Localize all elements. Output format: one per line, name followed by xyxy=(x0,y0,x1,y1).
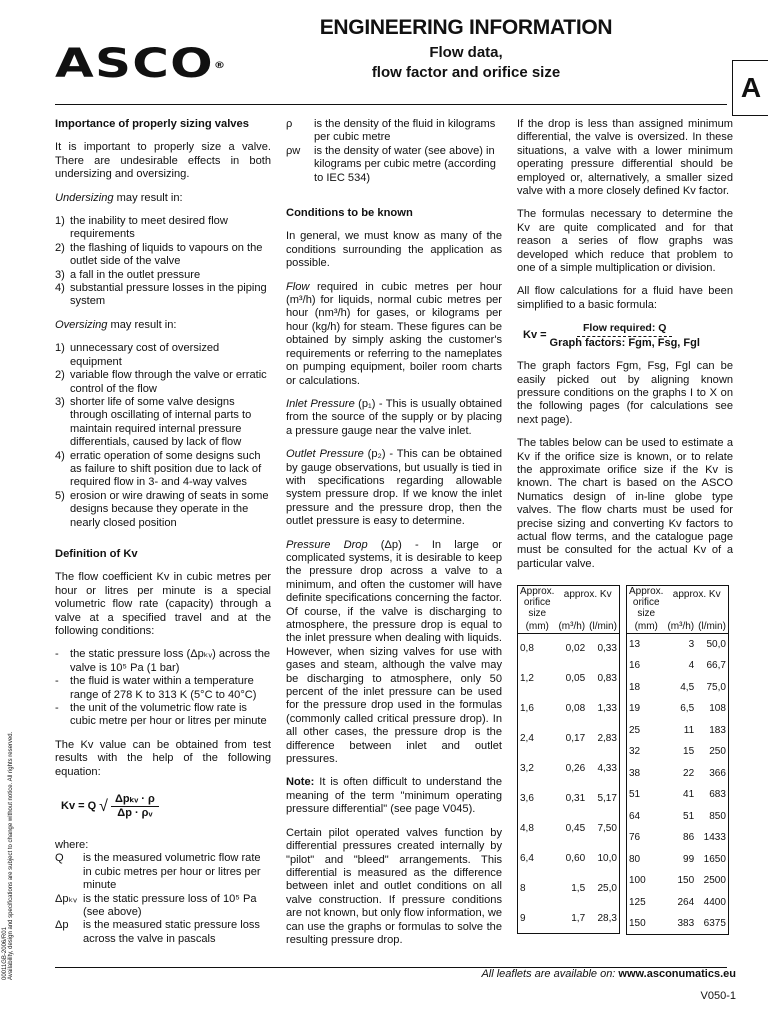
table-row xyxy=(518,754,620,784)
table-cell: 3 xyxy=(688,639,695,650)
table-cell: 0,17 xyxy=(565,733,586,744)
table-cell: 18 xyxy=(629,681,641,693)
table-cell: 1650 xyxy=(703,853,726,865)
table-row xyxy=(518,844,620,874)
table-cell: 0,60 xyxy=(565,853,586,864)
table-cell: 264 xyxy=(677,896,695,908)
equation-intro: The Kv value can be obtained from test results with the help of the following equation: xyxy=(55,738,271,778)
table-cell: 22 xyxy=(683,767,695,779)
kv-paragraph: The flow coefficient Kv in cubic metres per hour or litres per minute is a special volumetric flow rate (capacity) through a valve at a specified travel and at the following conditions: xyxy=(55,571,271,637)
undersizing-list xyxy=(55,215,271,309)
table-cell: 100 xyxy=(629,875,646,887)
orifice-table-left xyxy=(517,585,620,934)
outlet-paragraph: Outlet Pressure (p₂) - This can be obtained by gauge observations, but usually is tied in with specifications regarding allowable system pressure drop. If we know the inlet pressure and the pressure drop, then the outlet pressure is easy to determine. xyxy=(286,448,502,528)
table-cell: 11 xyxy=(683,724,695,736)
table-cell: 0,26 xyxy=(565,763,586,774)
inlet-paragraph: Inlet Pressure (p₁) - This is usually obtained from the source of the supply or by placing a pressure gauge near the valve inlet. xyxy=(286,397,502,437)
table-cell: 76 xyxy=(629,832,641,844)
table-cell: 4,5 xyxy=(680,681,695,693)
table-cell: 1,5 xyxy=(571,883,586,894)
list-item: - the static pressure loss (Δpₖᵥ) across the valve is 10⁵ Pa (1 bar) xyxy=(55,648,271,674)
table-cell: 38 xyxy=(629,767,641,779)
list-item: 2) the flashing of liquids to vapours on the outlet side of the valve xyxy=(55,241,263,268)
column-2 xyxy=(286,118,502,957)
table-row xyxy=(627,698,729,720)
table-row xyxy=(627,913,729,935)
table-cell: 32 xyxy=(629,746,641,758)
table-cell: 25 xyxy=(629,724,641,736)
table-cell: 19 xyxy=(629,703,641,715)
oversizing-list xyxy=(55,342,271,530)
table-cell: 0,8 xyxy=(520,643,534,655)
heading-sizing: Importance of properly sizing valves xyxy=(55,118,249,130)
table-cell: 125 xyxy=(629,896,646,908)
section-tab: A xyxy=(732,60,768,116)
table-row xyxy=(627,870,729,892)
heading-conditions: Conditions to be known xyxy=(286,207,413,220)
table-cell: 366 xyxy=(709,767,726,779)
table-row xyxy=(627,806,729,828)
undersizing-label: Undersizing may result in: xyxy=(55,191,183,204)
table-cell: 0,31 xyxy=(565,793,586,804)
definition-q: Q is the measured volumetric flow rate in cubic metres per hour or litres per minute xyxy=(55,852,261,892)
table-cell: 8 xyxy=(520,883,526,894)
list-item: 3) shorter life of some valve designs through oscillating of internal parts to maintain required internal pressure differentials, caused by lack of flow xyxy=(55,395,252,449)
table-cell: 41 xyxy=(683,789,695,801)
table-cell: 4,8 xyxy=(520,823,534,834)
table-row xyxy=(627,655,729,677)
table-cell: 0,08 xyxy=(565,703,586,714)
table-cell: 0,33 xyxy=(597,643,617,655)
page-subtitle-2: flow factor and orifice size xyxy=(371,64,561,81)
list-item: 1) unnecessary cost of oversized equipment xyxy=(55,342,220,368)
table-cell: 1,2 xyxy=(520,673,534,684)
graph-factors-paragraph: The graph factors Fgm, Fsg, Fgl can be easily picked out by aligning known pressure conditions on the graphs I to X on the following pages (for calculations see next page). xyxy=(517,360,733,426)
table-row xyxy=(518,814,620,844)
table-cell: 683 xyxy=(709,789,726,801)
orifice-table-right xyxy=(626,585,729,935)
table-cell: 0,45 xyxy=(565,823,586,834)
table-cell: 75,0 xyxy=(706,681,726,693)
table-cell: 0,05 xyxy=(565,673,586,684)
table-cell: 13 xyxy=(629,639,641,650)
list-item: - the fluid is water within a temperature range of 278 K to 313 K (5°C to 40°C) xyxy=(55,675,257,701)
table-cell: 10,0 xyxy=(597,853,617,864)
top-divider xyxy=(55,104,727,105)
table-cell: 2,83 xyxy=(597,733,617,744)
table-row xyxy=(627,741,729,763)
table-cell: 64 xyxy=(629,810,641,822)
table-cell: 183 xyxy=(709,724,726,736)
list-item: 4) erratic operation of some designs such as failure to shift position due to lack of required flow in 3- and 4-way valves xyxy=(55,449,262,489)
kv-conditions-list xyxy=(55,648,271,728)
unit-lmin: (l/min) xyxy=(589,620,617,632)
intro-paragraph: It is important to properly size a valve. There are undesirable effects in both undersizing and oversizing. xyxy=(55,141,271,181)
table-row xyxy=(518,904,620,934)
table-cell: 7,50 xyxy=(597,823,617,834)
table-cell: 6375 xyxy=(703,918,726,929)
table-row xyxy=(627,827,729,849)
table-cell: 1,33 xyxy=(597,703,617,714)
table-cell: 150 xyxy=(629,918,646,929)
table-row xyxy=(627,720,729,742)
formulas-paragraph: The formulas necessary to determine the Kv are quite complicated and for that reason a series of flow graphs was developed which reduce that problem to one of a simple multiplication or division. xyxy=(517,208,733,275)
asco-logo: ASCO® xyxy=(55,41,227,87)
table-row xyxy=(627,763,729,785)
table-header-kv: approx. Kv xyxy=(672,588,721,600)
table-cell: 9 xyxy=(520,912,526,924)
list-item: 1) the inability to meet desired flow requirements xyxy=(55,215,228,241)
table-cell: 6,4 xyxy=(520,853,534,864)
table-cell: 850 xyxy=(709,810,726,822)
column-3 xyxy=(517,118,733,581)
tables-paragraph: The tables below can be used to estimate a Kv if the orifice size is known, or to relate the approximate orifice size if the Kv is known. The chart is based on the ASCO Numatics design of in-line globe type valves. The flow charts must be used for precise sizing and converting Kv factors to actual flow terms, and the catalogue page must be consulted for the actual Kv of a particular valve. xyxy=(517,437,733,570)
basic-formula-intro: All flow calculations for a fluid have been simplified to a basic formula: xyxy=(517,285,733,311)
table-cell: 86 xyxy=(683,832,695,844)
table-header-orifice: Approx. orifice size xyxy=(520,586,555,619)
table-row xyxy=(518,784,620,814)
table-row xyxy=(518,694,620,724)
definition-rho: ρ is the density of the fluid in kilograms per cubic metre xyxy=(286,118,496,144)
table-cell: 0,02 xyxy=(565,643,586,655)
table-cell: 383 xyxy=(677,918,695,929)
definition-dp: Δp is the measured static pressure loss across the valve in pascals xyxy=(55,919,260,945)
table-cell: 108 xyxy=(709,703,726,715)
table-cell: 0,83 xyxy=(597,673,617,684)
footer-text: All leaflets are available on: www.asconumatics.eu xyxy=(481,968,736,980)
list-item: 3) a fall in the outlet pressure xyxy=(55,268,201,281)
table-cell: 80 xyxy=(629,853,641,865)
where-label: where: xyxy=(55,838,89,851)
table-row xyxy=(518,634,620,664)
list-item: 5) erosion or wire drawing of seats in some designs because they operate in the nearly closed position xyxy=(55,489,269,529)
note-paragraph: Note: It is often difficult to understand the meaning of the term "minimum operating pressure differential" (see page V045). xyxy=(286,776,502,816)
table-row xyxy=(518,874,620,904)
pilot-paragraph: Certain pilot operated valves function by differential pressures created internally by "pilot" and "bleed" arrangements. This differential is measured as the difference between inlet and outlet conditions on all valve construction. If pressure conditions are not known, but only flow information, we can use the graphs or formulas to solve the resulting pressure drop. xyxy=(286,826,502,946)
table-cell: 2500 xyxy=(703,875,726,887)
general-paragraph: In general, we must know as many of the conditions surrounding the application as possible. xyxy=(286,230,502,270)
flow-paragraph: Flow required in cubic metres per hour (m³/h) for liquids, normal cubic metres per hour (nm³/h) for gases, or kilograms per hour (kg/h) for steam. These figures can be obtained by simply asking the customer's requirements or referring to the nameplates on pumping equipment, boiler room charts or calculations. xyxy=(286,280,502,387)
table-cell: 5,17 xyxy=(597,793,617,804)
table-cell: 51 xyxy=(683,810,695,822)
table-row xyxy=(627,849,729,871)
column-1 xyxy=(55,118,271,946)
pressure-drop-paragraph: Pressure Drop (Δp) - In large or complicated systems, it is desirable to keep the pressure drop across a valve to a minimum, and often the customer will have definite specifications concerning the factor. Of course, if the valve is discharging to atmosphere, the pressure drop is equal to the inlet pressure when dealing with liquids. However, when sizing valves for use with gases and steam, although the valve may be discharging to atmosphere, only 50 percent of the inlet pressure can be used for the pressure drop used in the formulas (commonly called critical pressure drop). In all other cases, the pressure drop is the difference between inlet and outlet pressures. xyxy=(286,538,502,766)
unit-m3h: (m³/h) xyxy=(667,620,695,632)
table-cell: 6,5 xyxy=(680,703,695,715)
table-cell: 3,6 xyxy=(520,793,534,804)
table-header-orifice: Approx. orifice size xyxy=(629,586,664,619)
table-cell: 150 xyxy=(677,875,695,887)
side-notice: 00011GB-2006/R01 Availability, design and specifications are subject to change without notice. All rights reserved. xyxy=(2,731,14,980)
table-cell: 4,33 xyxy=(597,763,617,774)
table-cell: 1433 xyxy=(703,832,726,844)
table-cell: 99 xyxy=(683,853,695,865)
table-cell: 3,2 xyxy=(520,763,534,774)
table-cell: 4 xyxy=(688,660,695,672)
table-cell: 1,7 xyxy=(571,912,586,924)
table-cell: 2,4 xyxy=(520,733,534,744)
table-row xyxy=(518,664,620,694)
oversized-paragraph: If the drop is less than assigned minimum differential, the valve is oversized. In these situations, a valve with a lower minimum operating pressure differential should be employed or, alternatively, a smaller sized valve with a more closely defined Kv factor. xyxy=(517,118,733,198)
table-row xyxy=(518,724,620,754)
page-number: V050-1 xyxy=(700,990,736,1002)
unit-mm: (mm) xyxy=(525,620,549,632)
table-cell: 25,0 xyxy=(597,883,617,894)
definition-dpkv: Δpₖᵥ is the static pressure loss of 10⁵ Pa (see above) xyxy=(55,892,257,918)
unit-lmin: (l/min) xyxy=(698,620,726,632)
list-item: - the unit of the volumetric flow rate is cubic metre per hour or litres per minute xyxy=(55,702,267,728)
page-title: ENGINEERING INFORMATION xyxy=(319,16,613,39)
table-header-kv: approx. Kv xyxy=(563,588,612,600)
table-cell: 250 xyxy=(709,746,726,758)
kv-equation: Kv = Q √ $\frac{\text{Δpₖᵥ · ρ}}{\text{Δp · ρᵥ}}$ xyxy=(61,793,271,821)
table-row xyxy=(627,677,729,699)
table-cell: 66,7 xyxy=(706,660,726,672)
footer-url[interactable]: www.asconumatics.eu xyxy=(618,968,736,980)
table-cell: 16 xyxy=(629,660,641,672)
heading-kv: Definition of Kv xyxy=(55,547,138,560)
table-cell: 4400 xyxy=(703,896,726,908)
table-cell: 28,3 xyxy=(597,912,617,924)
list-item: 2) variable flow through the valve or erratic control of the flow xyxy=(55,369,267,395)
page-subtitle-1: Flow data, xyxy=(429,44,503,61)
basic-formula: Kv = $\frac{\text{Flow required: Q}}{\text{Graph factors: Fgm, Fsg, Fgl}}$ xyxy=(523,322,700,349)
table-cell: 50,0 xyxy=(706,639,726,650)
table-cell: 1,6 xyxy=(520,703,534,714)
table-row xyxy=(627,634,729,656)
list-item: 4) substantial pressure losses in the piping system xyxy=(55,282,267,308)
definition-rhow: ρw is the density of water (see above) in kilograms per cubic metre (according to IEC 534) xyxy=(286,144,496,184)
table-row xyxy=(627,784,729,806)
unit-m3h: (m³/h) xyxy=(558,620,586,632)
table-cell: 51 xyxy=(629,789,641,801)
oversizing-label: Oversizing may result in: xyxy=(55,318,177,331)
table-row xyxy=(627,892,729,914)
table-cell: 15 xyxy=(683,746,695,758)
unit-mm: (mm) xyxy=(634,620,658,632)
